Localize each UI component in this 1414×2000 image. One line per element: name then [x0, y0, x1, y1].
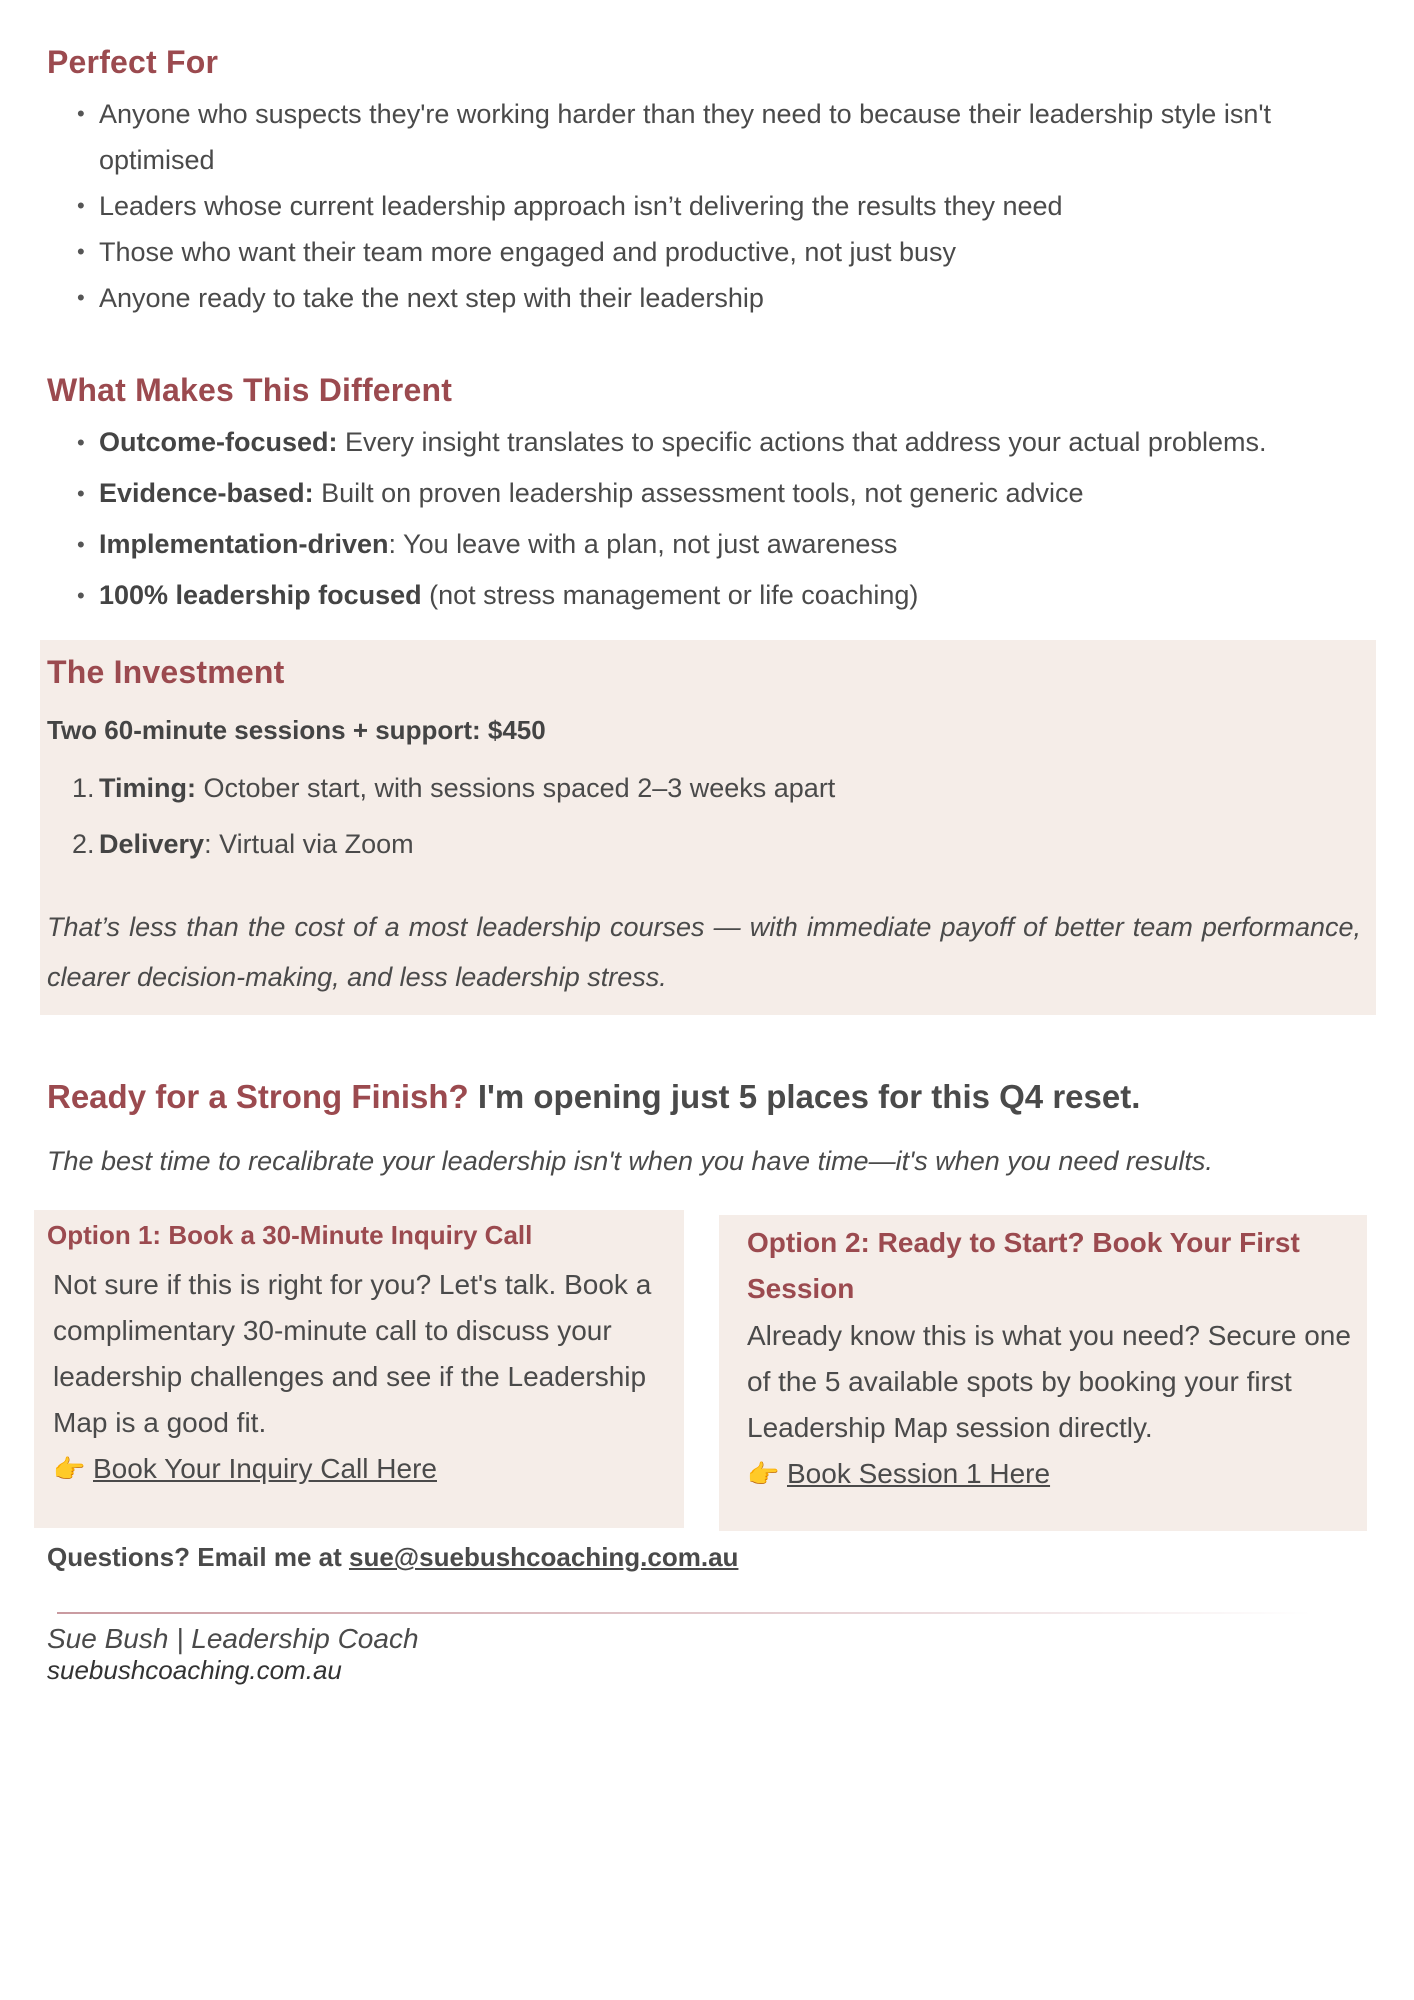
ready-headline-accent: Ready for a Strong Finish?: [47, 1078, 469, 1115]
option-2-link-row: [747, 1451, 1357, 1497]
list-item: [47, 521, 1367, 568]
item-bold-label: Timing:: [99, 773, 196, 803]
item-number: 1.: [72, 773, 95, 803]
item-number: 2.: [72, 829, 95, 859]
item-bold-label: 100% leadership focused: [99, 580, 422, 610]
contact-label: Questions? Email me at: [47, 1542, 349, 1572]
item-text: (not stress management or life coaching): [421, 580, 919, 610]
pointing-hand-icon: 👉: [747, 1459, 780, 1489]
item-text: : You leave with a plan, not just awareness: [388, 529, 898, 559]
investment-list: [47, 760, 835, 872]
item-text: : Virtual via Zoom: [204, 829, 414, 859]
option-2-text: Already know this is what you need? Secure one of the 5 available spots by booking your first Leadership Map session directly.: [747, 1320, 1351, 1443]
ready-headline: [47, 1078, 1367, 1116]
list-item: • Leaders whose current leadership approach isn’t delivering the results they need: [47, 183, 1367, 229]
option-1-link-row: [53, 1446, 673, 1492]
divider: [57, 1612, 1312, 1614]
list-item: • Anyone who suspects they're working harder than they need to because their leadership style isn't optimised: [47, 91, 1367, 183]
list-item: [47, 760, 835, 816]
list-item: • Those who want their team more engaged and productive, not just busy: [47, 229, 1367, 275]
item-text: Every insight translates to specific actions that address your actual problems.: [337, 427, 1267, 457]
list-item: [47, 470, 1367, 517]
list-item: [47, 419, 1367, 466]
option-1-card: [34, 1210, 684, 1528]
option-1-title: Option 1: Book a 30-Minute Inquiry Call: [47, 1220, 533, 1250]
item-bold-label: Implementation-driven: [99, 529, 389, 559]
perfect-for-list: [47, 91, 1367, 321]
different-list: [47, 419, 1367, 619]
option-1-text: Not sure if this is right for you? Let's talk. Book a complimentary 30-minute call to discuss your leadership challenges and see if the Leadership Map is a good fit.: [53, 1269, 652, 1438]
price-line: Two 60-minute sessions + support: $450: [47, 715, 546, 745]
list-item: [47, 816, 835, 872]
list-item: [47, 572, 1367, 619]
investment-panel: [40, 640, 1376, 1015]
perfect-for-section: [47, 44, 1367, 321]
different-heading: What Makes This Different: [47, 372, 453, 408]
what-makes-different-section: [47, 372, 1367, 623]
ready-headline-text: I'm opening just 5 places for this Q4 reset.: [468, 1078, 1141, 1115]
ready-tagline: The best time to recalibrate your leadership isn't when you have time—it's when you need results.: [47, 1146, 1213, 1176]
signature-website: suebushcoaching.com.au: [47, 1655, 342, 1685]
signature: [47, 1622, 419, 1684]
option-2-card: [719, 1215, 1367, 1531]
item-bold-label: Delivery: [99, 829, 205, 859]
contact-line: [47, 1542, 738, 1573]
option-2-body: [747, 1313, 1357, 1497]
pointing-hand-icon: 👉: [53, 1454, 86, 1484]
perfect-for-heading: Perfect For: [47, 44, 219, 80]
list-item: • Anyone ready to take the next step with their leadership: [47, 275, 1367, 321]
option-1-body: [53, 1262, 673, 1492]
investment-heading: The Investment: [47, 654, 285, 690]
item-bold-label: Outcome-focused:: [99, 427, 338, 457]
option-2-title: Option 2: Ready to Start? Book Your First Session: [747, 1227, 1300, 1304]
investment-quote: That’s less than the cost of a most leadership courses — with immediate payoff of better team performance, clearer decision-making, and less leadership stress.: [47, 912, 1361, 992]
item-text: Built on proven leadership assessment tools, not generic advice: [313, 478, 1084, 508]
book-session-1-link[interactable]: Book Session 1 Here: [787, 1458, 1051, 1489]
item-text: October start, with sessions spaced 2–3 weeks apart: [196, 773, 836, 803]
signature-name: Sue Bush | Leadership Coach: [47, 1623, 419, 1654]
book-inquiry-call-link[interactable]: Book Your Inquiry Call Here: [93, 1453, 437, 1484]
email-link[interactable]: sue@suebushcoaching.com.au: [348, 1542, 739, 1572]
item-bold-label: Evidence-based:: [99, 478, 314, 508]
